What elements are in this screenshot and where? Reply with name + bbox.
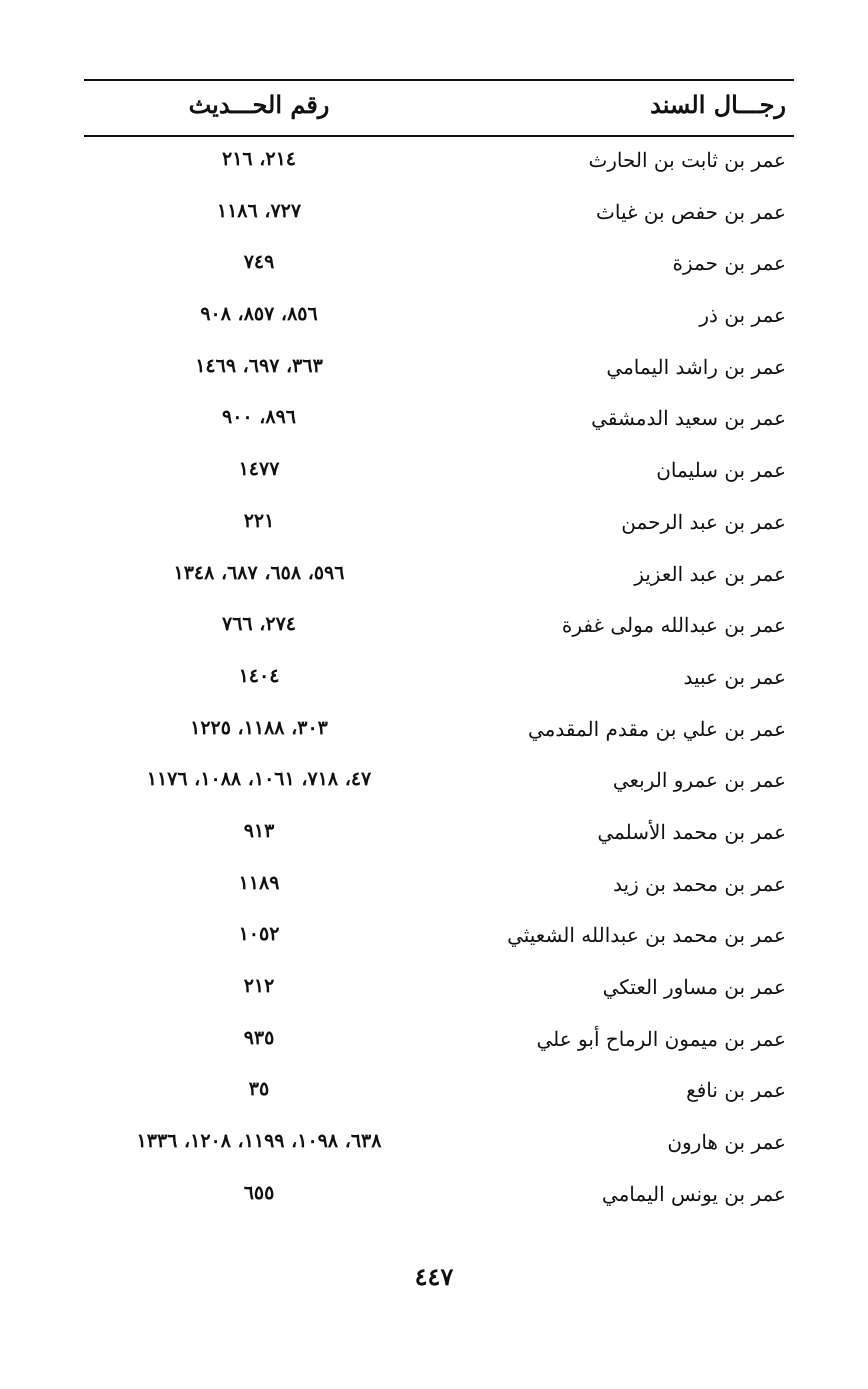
index-row	[84, 552, 794, 604]
page-number: ٤٤٧	[414, 1262, 454, 1291]
index-row	[84, 396, 794, 448]
index-row	[84, 655, 794, 707]
index-row	[84, 138, 794, 190]
index-row	[84, 345, 794, 397]
index-row	[84, 862, 794, 914]
hadith-numbers: ٢١٤، ٢١٦	[222, 148, 296, 170]
narrator-name: عمر بن عبدالله مولى غفرة	[561, 613, 786, 638]
narrator-name: عمر بن ميمون الرماح أبو علي	[536, 1026, 786, 1051]
hadith-numbers: ٧٤٩	[243, 251, 275, 274]
hadith-numbers: ٨٩٦، ٩٠٠	[222, 406, 296, 429]
hadith-numbers: ٢١٢	[243, 975, 275, 997]
index-row	[84, 448, 794, 500]
index-row	[84, 707, 794, 759]
narrator-name: عمر بن سليمان	[656, 458, 786, 483]
index-row	[84, 965, 794, 1017]
index-row	[84, 190, 794, 242]
hadith-numbers: ١١٨٩	[238, 871, 280, 894]
narrator-name: عمر بن محمد بن عبدالله الشعيثي	[507, 923, 786, 948]
hadith-numbers: ٣٠٣، ١١٨٨، ١٢٢٥	[190, 716, 328, 739]
hadith-numbers: ٤٧، ٧١٨، ١٠٦١، ١٠٨٨، ١١٧٦	[146, 768, 372, 791]
header-rule	[84, 135, 794, 137]
narrator-name: عمر بن عبيد	[683, 664, 786, 689]
index-row	[84, 1017, 794, 1069]
narrator-name: عمر بن حمزة	[672, 251, 786, 276]
hadith-numbers: ٩١٣	[243, 819, 275, 842]
narrators-column-header: رجـــال السند	[650, 90, 786, 119]
hadith-numbers: ٣٦٣، ٦٩٧، ١٤٦٩	[195, 354, 323, 377]
narrator-name: عمر بن عمرو الربعي	[612, 768, 786, 793]
index-row	[84, 500, 794, 552]
index-row	[84, 913, 794, 965]
narrator-name: عمر بن ذر	[699, 303, 786, 328]
top-rule	[84, 79, 794, 81]
narrator-name: عمر بن هارون	[667, 1130, 786, 1155]
index-row	[84, 241, 794, 293]
index-row	[84, 758, 794, 810]
narrator-name: عمر بن محمد الأسلمي	[597, 819, 786, 844]
hadith-numbers: ٢٧٤، ٧٦٦	[222, 613, 296, 636]
hadith-numbers: ١٠٥٢	[238, 923, 280, 946]
narrator-name: عمر بن عبد العزيز	[634, 561, 786, 586]
narrator-name: عمر بن حفص بن غياث	[596, 199, 786, 224]
hadith-number-column-header: رقم الحـــديث	[188, 90, 330, 119]
hadith-numbers: ٦٥٥	[243, 1181, 275, 1204]
index-row	[84, 1120, 794, 1172]
hadith-numbers: ١٤٧٧	[238, 458, 280, 481]
hadith-numbers: ٧٢٧، ١١٨٦	[216, 199, 302, 222]
index-row	[84, 1068, 794, 1120]
index-row	[84, 1172, 794, 1224]
narrator-name: عمر بن يونس اليمامي	[601, 1181, 786, 1206]
narrator-index-list	[84, 138, 794, 1223]
hadith-numbers: ٨٥٦، ٨٥٧، ٩٠٨	[200, 303, 318, 326]
narrator-name: عمر بن مساور العتكي	[602, 975, 786, 999]
narrator-name: عمر بن نافع	[686, 1078, 786, 1103]
hadith-numbers: ٢٢١	[243, 509, 275, 532]
narrator-name: عمر بن محمد بن زيد	[613, 871, 786, 896]
narrator-name: عمر بن علي بن مقدم المقدمي	[527, 716, 786, 741]
index-row	[84, 603, 794, 655]
hadith-numbers: ٩٣٥	[243, 1026, 275, 1049]
hadith-numbers: ٥٩٦، ٦٥٨، ٦٨٧، ١٣٤٨	[173, 561, 345, 584]
narrator-name: عمر بن سعيد الدمشقي	[591, 406, 786, 431]
narrator-name: عمر بن ثابت بن الحارث	[588, 148, 786, 172]
narrator-name: عمر بن عبد الرحمن	[621, 509, 786, 534]
narrator-name: عمر بن راشد اليمامي	[606, 354, 786, 379]
hadith-numbers: ١٤٠٤	[238, 664, 280, 687]
table-header	[84, 84, 794, 132]
hadith-numbers: ٣٥	[248, 1078, 270, 1101]
index-row	[84, 293, 794, 345]
index-row	[84, 810, 794, 862]
hadith-numbers: ٦٣٨، ١٠٩٨، ١١٩٩، ١٢٠٨، ١٣٣٦	[136, 1130, 382, 1153]
